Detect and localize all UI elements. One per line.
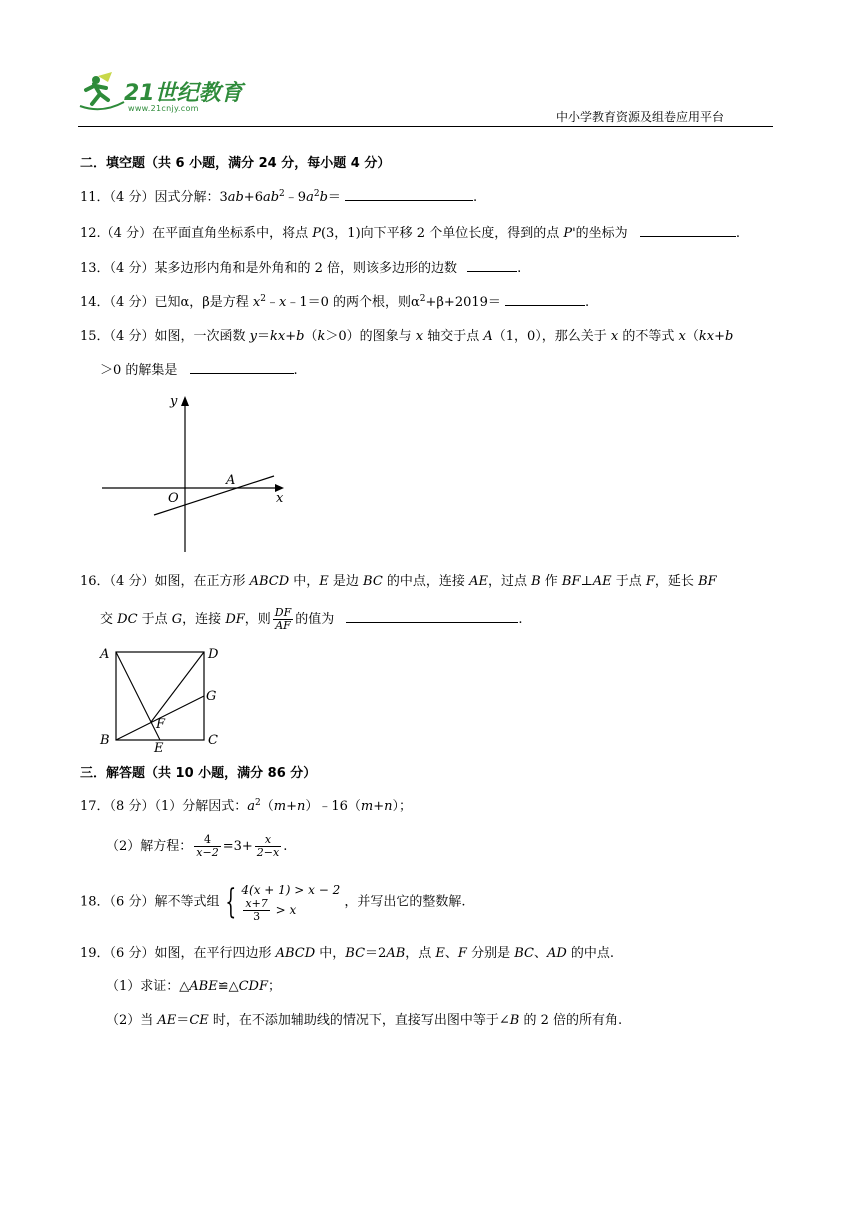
logo-url: www.21cnjy.com bbox=[128, 104, 199, 113]
question-19-part-2: （2）当 AE＝CE 时，在不添加辅助线的情况下，直接写出图中等于∠B 的 2 倍的所有角. bbox=[106, 1013, 623, 1028]
header-rule bbox=[78, 126, 773, 127]
question-17-part-2: （2）解方程： $\frac{4}{x-2}$ =3+ $\frac{x}{2-x}$ . bbox=[106, 833, 288, 859]
question-19-part-1: （1）求证：△ABE≌△CDF； bbox=[106, 979, 282, 994]
answer-blank[interactable] bbox=[467, 259, 517, 272]
question-16-line-1: 16．（4 分）如图，在正方形 ABCD 中，E 是边 BC 的中点，连接 AE，过点 B 作 BF⊥AE 于点 F，延长 BF bbox=[80, 574, 717, 589]
question-17-part-1: 17．（8 分）（1）分解因式：$a^2(m+n)﹣16(m+n)$； bbox=[80, 798, 413, 814]
answer-blank[interactable] bbox=[345, 188, 473, 201]
label-A: A bbox=[100, 647, 110, 662]
question-19: 19．（6 分）如图，在平行四边形 ABCD 中，BC＝2AB，点 E、F 分别是 BC、AD 的中点. bbox=[80, 946, 615, 961]
label-E: E bbox=[154, 741, 164, 754]
fraction-df-af: $\frac{DF}{AF}$ bbox=[274, 606, 292, 632]
question-16-line-2: 交 DC 于点 G，连接 DF，则 $\frac{DF}{AF}$ 的值为 . bbox=[100, 606, 523, 632]
question-15-line-1: 15．（4 分）如图，一次函数 y＝kx+b（k＞0）的图象与 x 轴交于点 A（1，0），那么关于 x 的不等式 x（kx+b bbox=[80, 329, 734, 344]
question-18: 18．（6 分）解不等式组 { 4(x + 1) > x − 2 $\frac{x+7}{3}$ > x ，并写出它的整数解. bbox=[80, 882, 466, 923]
question-12: 12.（4 分）在平面直角坐标系中，将点 P(3，1)向下平移 2 个单位长度，得到的点 P'的坐标为 . bbox=[80, 226, 740, 241]
label-G: G bbox=[206, 689, 217, 704]
square-figure bbox=[98, 642, 228, 754]
answer-blank[interactable] bbox=[190, 361, 294, 374]
fraction-3: $\frac{x+7}{3}$ bbox=[245, 896, 268, 923]
question-13: 13．（4 分）某多边形内角和是外角和的 2 倍，则该多边形的边数 . bbox=[80, 261, 522, 276]
label-x: x bbox=[276, 491, 284, 506]
question-11: 11．（4 分）因式分解：$3ab+6ab^2﹣9a^2b=$ . bbox=[80, 189, 478, 205]
logo-text: 21世纪教育 bbox=[124, 81, 243, 106]
inequality-1: 4(x + 1) > x − 2 bbox=[241, 882, 341, 897]
fraction-2: $\frac{x}{2-x}$ bbox=[256, 833, 280, 859]
label-y: y bbox=[170, 394, 178, 409]
header-logo bbox=[78, 70, 258, 115]
linear-function-figure bbox=[98, 390, 298, 560]
answer-blank[interactable] bbox=[346, 610, 518, 623]
label-O: O bbox=[168, 491, 179, 506]
answer-blank[interactable] bbox=[505, 293, 585, 306]
section-2-title: 二．填空题（共 6 小题，满分 24 分，每小题 4 分） bbox=[80, 156, 391, 171]
label-D: D bbox=[208, 647, 219, 662]
question-15-line-2: ＞0 的解集是 . bbox=[100, 363, 298, 378]
label-B: B bbox=[100, 733, 110, 748]
platform-title: 中小学教育资源及组卷应用平台 bbox=[556, 110, 725, 124]
fraction-1: $\frac{4}{x-2}$ bbox=[196, 833, 219, 859]
label-A: A bbox=[226, 473, 236, 488]
runner-logo-icon bbox=[78, 70, 126, 112]
label-F: F bbox=[156, 717, 166, 732]
answer-blank[interactable] bbox=[640, 224, 736, 237]
question-14: 14．（4 分）已知α，β是方程 $x^2﹣x﹣1=0$ 的两个根，则$\alpha^2+\beta+2019=$ . bbox=[80, 294, 590, 310]
label-C: C bbox=[208, 733, 218, 748]
section-3-title: 三．解答题（共 10 小题，满分 86 分） bbox=[80, 766, 317, 781]
